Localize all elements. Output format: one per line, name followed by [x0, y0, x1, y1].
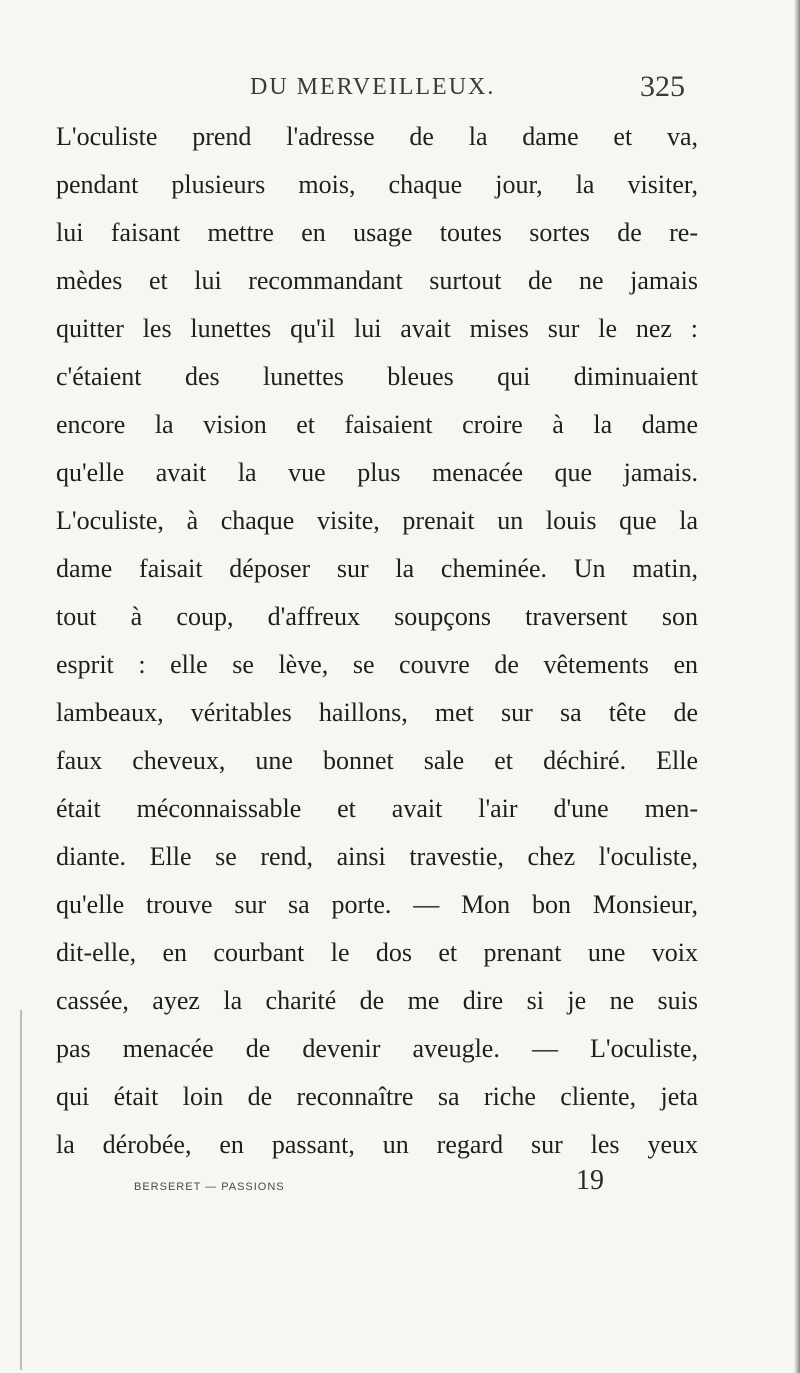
text-line: lui faisant mettre en usage toutes sortes de re- [56, 218, 698, 247]
text-line: c'étaient des lunettes bleues qui diminuaient [56, 362, 698, 391]
text-line: lambeaux, véritables haillons, met sur sa tête de [56, 698, 698, 727]
text-line: faux cheveux, une bonnet sale et déchiré. Elle [56, 746, 698, 775]
text-line: la dérobée, en passant, un regard sur les yeux [56, 1130, 698, 1159]
text-line: qu'elle avait la vue plus menacée que jamais. [56, 458, 698, 487]
text-line: était méconnaissable et avait l'air d'une men- [56, 794, 698, 823]
body-text [56, 113, 698, 1169]
text-line: mèdes et lui recommandant surtout de ne jamais [56, 266, 698, 295]
text-line: L'oculiste, à chaque visite, prenait un louis que la [56, 506, 698, 535]
text-line: qu'elle trouve sur sa porte. — Mon bon Monsieur, [56, 890, 698, 919]
page-edge-shadow [794, 0, 800, 1373]
page-number: 325 [640, 70, 685, 103]
text-line: dame faisait déposer sur la cheminée. Un matin, [56, 554, 698, 583]
text-line: quitter les lunettes qu'il lui avait mises sur le nez : [56, 314, 698, 343]
text-line: pas menacée de devenir aveugle. — L'oculiste, [56, 1034, 698, 1063]
text-line: tout à coup, d'affreux soupçons traversent son [56, 602, 698, 631]
text-line: esprit : elle se lève, se couvre de vêtements en [56, 650, 698, 679]
text-line: L'oculiste prend l'adresse de la dame et va, [56, 122, 698, 151]
text-line: encore la vision et faisaient croire à la dame [56, 410, 698, 439]
text-line: qui était loin de reconnaître sa riche cliente, jeta [56, 1082, 698, 1111]
text-line: dit-elle, en courbant le dos et prenant une voix [56, 938, 698, 967]
signature-number: 19 [576, 1165, 604, 1196]
running-head: DU MERVEILLEUX. [250, 74, 496, 100]
printer-signature: BERSERET — PASSIONS [134, 1181, 285, 1193]
text-line: cassée, ayez la charité de me dire si je ne suis [56, 986, 698, 1015]
page-gutter-mark [20, 1010, 22, 1370]
text-line: pendant plusieurs mois, chaque jour, la visiter, [56, 170, 698, 199]
text-line: diante. Elle se rend, ainsi travestie, chez l'oculiste, [56, 842, 698, 871]
